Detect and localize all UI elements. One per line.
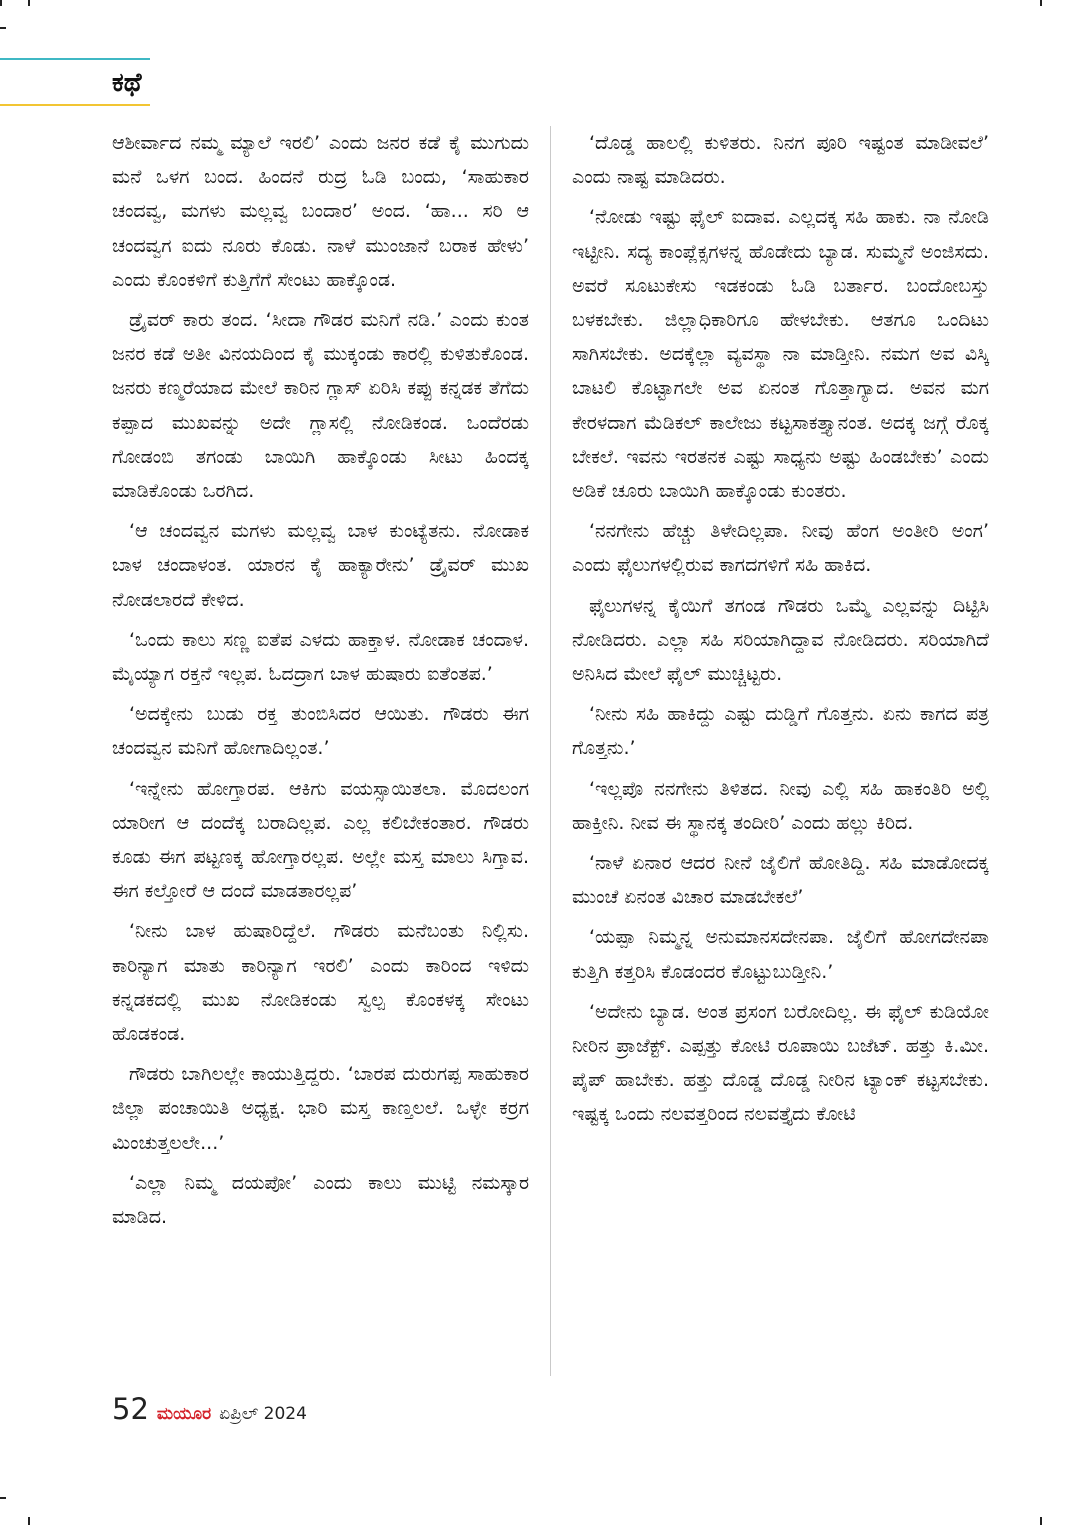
- paragraph: ‘ಇನ್ನೇನು ಹೋಗ್ತಾರಪ. ಆಕಿಗು ವಯಸ್ಸಾಯಿತಲಾ. ಮೊದಲಂಗ ಯಾರೀಗ ಆ ದಂದೆಕ್ಕ ಬರಾದಿಲ್ಲಪ. ಎಲ್ಲ ಕಲಿಬೇಕಂತಾರ. ಗೌಡರು ಕೂಡು ಈಗ ಪಟ್ಟಣಕ್ಕ ಹೋಗ್ತಾರಲ್ಲಪ. ಅಲ್ಲೇ ಮಸ್ತ ಮಾಲು ಸಿಗ್ತಾವ. ಈಗ ಕಲ್ತೋರೆ ಆ ದಂದೆ ಮಾಡತಾರಲ್ಲಪ’: [112, 777, 529, 903]
- crop-mark: [0, 0, 2, 6]
- paragraph: ‘ನೀನು ಸಹಿ ಹಾಕಿದ್ದು ಎಷ್ಟು ದುಡ್ಡಿಗೆ ಗೊತ್ತನು. ಏನು ಕಾಗದ ಪತ್ರ ಗೊತ್ತನು.’: [572, 703, 989, 760]
- section-rule-bottom: [0, 104, 150, 106]
- crop-mark: [1040, 1517, 1042, 1525]
- crop-mark: [0, 1497, 6, 1499]
- left-column: [112, 126, 529, 1240]
- issue-date: ಏಪ್ರಿಲ್ 2024: [219, 1404, 307, 1424]
- paragraph: ‘ಇಲ್ಲಪೊ ನನಗೇನು ತಿಳಿತದ. ನೀವು ಎಲ್ಲಿ ಸಹಿ ಹಾಕಂತಿರಿ ಅಲ್ಲಿ ಹಾಕ್ತೀನಿ. ನೀವ ಈ ಸ್ಥಾನಕ್ಕ ತಂದೀರಿ’ ಎಂದು ಹಲ್ಲು ಕಿರಿದ.: [572, 777, 989, 834]
- crop-mark: [28, 1517, 30, 1525]
- page-number: 52: [112, 1392, 149, 1426]
- paragraph: ಗೌಡರು ಬಾಗಿಲಲ್ಲೇ ಕಾಯುತ್ತಿದ್ದರು. ‘ಬಾರಪ ದುರುಗಪ್ಪ ಸಾಹುಕಾರ ಜಿಲ್ಲಾ ಪಂಚಾಯಿತಿ ಅಧ್ಯಕ್ಷ. ಭಾರಿ ಮಸ್ತ ಕಾಣ್ತಲಲೆ. ಒಳ್ಳೇ ಕರ್ರಗ ಮಿಂಚುತ್ತಲಲೇ...’: [112, 1063, 529, 1154]
- section-rule-top: [0, 58, 150, 60]
- crop-mark: [28, 0, 30, 6]
- paragraph: ‘ಎಲ್ಲಾ ನಿಮ್ಮ ದಯಪೋ’ ಎಂದು ಕಾಲು ಮುಟ್ಟಿ ನಮಸ್ಕಾರ ಮಾಡಿದ.: [112, 1171, 529, 1229]
- page-footer: [112, 1392, 307, 1426]
- crop-mark: [0, 27, 6, 29]
- paragraph: ‘ನನಗೇನು ಹೆಚ್ಚು ತಿಳೇದಿಲ್ಲಪಾ. ನೀವು ಹೆಂಗ ಅಂತೀರಿ ಅಂಗ’ ಎಂದು ಫೈಲುಗಳಲ್ಲಿರುವ ಕಾಗದಗಳಿಗೆ ಸಹಿ ಹಾಕಿದ.: [572, 520, 989, 577]
- paragraph: ‘ಯಪ್ಪಾ ನಿಮ್ಮನ್ನ ಅನುಮಾನಸದೇನಪಾ. ಜೈಲಿಗೆ ಹೋಗದೇನಪಾ ಕುತ್ತಿಗಿ ಕತ್ತರಿಸಿ ಕೊಡಂದರ ಕೊಟ್ಟುಬುಡ್ತೀನಿ.’: [572, 926, 989, 983]
- paragraph: ‘ನೋಡು ಇಷ್ಟು ಫೈಲ್ ಐದಾವ. ಎಲ್ಲದಕ್ಕ ಸಹಿ ಹಾಕು. ನಾ ನೋಡಿ ಇಟ್ಟೀನಿ. ಸದ್ಯ ಕಾಂಪ್ಲೆಕ್ಸಗಳನ್ನ ಹೊಡೇದು ಬ್ಯಾಡ. ಸುಮ್ಮನೆ ಅಂಜಿಸದು. ಅವರೆ ಸೂಟುಕೇಸು ಇಡಕಂಡು ಓಡಿ ಬರ್ತಾರ. ಬಂದೋಬಸ್ತು ಬಳಕಬೇಕು. ಜಿಲ್ಲಾಧಿಕಾರಿಗೂ ಹೇಳಬೇಕು. ಆತಗೂ ಒಂದಿಟು ಸಾಗಿಸಬೇಕು. ಅದಕ್ಕೆಲ್ಲಾ ವ್ಯವಸ್ಥಾ ನಾ ಮಾಡ್ತೀನಿ. ನಮಗ ಅವ ವಿಸ್ಕಿ ಬಾಟಲಿ ಕೊಟ್ಟಾಗಲೇ ಅವ ಏನಂತ ಗೊತ್ತಾಗ್ಯಾದ. ಅವನ ಮಗ ಕೇರಳದಾಗ ಮೆಡಿಕಲ್ ಕಾಲೇಜು ಕಟ್ಟಸಾಕತ್ತ್ಯಾನಂತ. ಅದಕ್ಕ ಜಗ್ಗೆ ರೊಕ್ಕ ಬೇಕಲೆ. ಇವನು ಇರತನಕ ಎಷ್ಟು ಸಾಧ್ಯನು ಅಷ್ಟು ಹಿಂಡಬೇಕು’ ಎಂದು ಅಡಿಕೆ ಚೂರು ಬಾಯಿಗಿ ಹಾಕ್ಕೊಂಡು ಕುಂತರು.: [572, 206, 989, 503]
- paragraph: ಫೈಲುಗಳನ್ನ ಕೈಯಿಗೆ ತಗಂಡ ಗೌಡರು ಒಮ್ಮೆ ಎಲ್ಲವನ್ನು ದಿಟ್ಟಿಸಿ ನೋಡಿದರು. ಎಲ್ಲಾ ಸಹಿ ಸರಿಯಾಗಿದ್ದಾವ ನೋಡಿದರು. ಸರಿಯಾಗಿದೆ ಅನಿಸಿದ ಮೇಲೆ ಫೈಲ್ ಮುಚ್ಚಿಟ್ಟರು.: [572, 594, 989, 686]
- right-column: [572, 126, 989, 1138]
- crop-mark: [1040, 0, 1042, 6]
- paragraph: ‘ದೊಡ್ಡ ಹಾಲಲ್ಲಿ ಕುಳಿತರು. ನಿನಗ ಪೂರಿ ಇಷ್ಟಂತ ಮಾಡೀವಲೆ’ ಎಂದು ನಾಷ್ಟ ಮಾಡಿದರು.: [572, 132, 989, 189]
- paragraph: ಡ್ರೈವರ್ ಕಾರು ತಂದ. ‘ಸೀದಾ ಗೌಡರ ಮನಿಗೆ ನಡಿ.’ ಎಂದು ಕುಂತ ಜನರ ಕಡೆ ಅತೀ ವಿನಯದಿಂದ ಕೈ ಮುಕ್ಕಂಡು ಕಾರಲ್ಲಿ ಕುಳಿತುಕೊಂಡ. ಜನರು ಕಣ್ಮರೆಯಾದ ಮೇಲೆ ಕಾರಿನ ಗ್ಲಾಸ್ ಏರಿಸಿ ಕಪ್ಪು ಕನ್ನಡಕ ತೆಗೆದು ಕಪ್ಪಾದ ಮುಖವನ್ನು ಅದೇ ಗ್ಲಾಸಲ್ಲಿ ನೋಡಿಕಂಡ. ಒಂದೆರಡು ಗೋಡಂಬಿ ತಗಂಡು ಬಾಯಿಗಿ ಹಾಕ್ಕೊಂಡು ಸೀಟು ಹಿಂದಕ್ಕ ಮಾಡಿಕೊಂಡು ಒರಗಿದ.: [112, 309, 529, 503]
- section-title: ಕಥೆ: [112, 68, 142, 98]
- paragraph: ‘ನೀನು ಬಾಳ ಹುಷಾರಿದ್ದೆಲೆ. ಗೌಡರು ಮನೆಬಂತು ನಿಲ್ಲಿಸು. ಕಾರಿನ್ಯಾಗ ಮಾತು ಕಾರಿನ್ಯಾಗ ಇರಲಿ’ ಎಂದು ಕಾರಿಂದ ಇಳಿದು ಕನ್ನಡಕದಲ್ಲಿ ಮುಖ ನೋಡಿಕಂಡು ಸ್ವಲ್ಪ ಕೊಂಕಳಕ್ಕ ಸೇಂಟು ಹೊಡಕಂಡ.: [112, 920, 529, 1046]
- paragraph: ‘ಅದಕ್ಕೇನು ಬುಡು ರಕ್ತ ತುಂಬಿಸಿದರ ಆಯಿತು. ಗೌಡರು ಈಗ ಚಂದವ್ವನ ಮನಿಗೆ ಹೋಗಾದಿಲ್ಲಂತ.’: [112, 703, 529, 760]
- column-divider: [550, 126, 551, 1376]
- magazine-logo: ಮಯೂರ: [156, 1404, 212, 1424]
- paragraph: ‘ನಾಳೆ ಏನಾರ ಆದರ ನೀನೆ ಜೈಲಿಗೆ ಹೋತಿದ್ದಿ. ಸಹಿ ಮಾಡೋದಕ್ಕ ಮುಂಚೆ ಏನಂತ ವಿಚಾರ ಮಾಡಬೇಕಲೆ’: [572, 852, 989, 909]
- paragraph: ‘ಅದೇನು ಬ್ಯಾಡ. ಅಂತ ಪ್ರಸಂಗ ಬರೋದಿಲ್ಲ. ಈ ಫೈಲ್ ಕುಡಿಯೋ ನೀರಿನ ಪ್ರಾಜೆಕ್ಟ್. ಎಪ್ಪತ್ತು ಕೋಟಿ ರೂಪಾಯಿ ಬಜೆಟ್. ಹತ್ತು ಕಿ.ಮೀ. ಪೈಪ್ ಹಾಬೇಕು. ಹತ್ತು ದೊಡ್ಡ ದೊಡ್ಡ ನೀರಿನ ಟ್ಯಾಂಕ್ ಕಟ್ಟಸಬೇಕು. ಇಷ್ಟಕ್ಕ ಒಂದು ನಲವತ್ತರಿಂದ ನಲವತ್ತೈದು ಕೋಟಿ: [572, 1000, 989, 1126]
- paragraph: ‘ಆ ಚಂದವ್ವನ ಮಗಳು ಮಲ್ಲವ್ವ ಬಾಳ ಕುಂಟ್ಯೆತನು. ನೋಡಾಕ ಬಾಳ ಚಂದಾಳಂತ. ಯಾರನ ಕೈ ಹಾಕ್ಯಾರೇನು’ ಡ್ರೈವರ್ ಮುಖ ನೋಡಲಾರದೆ ಕೇಳಿದ.: [112, 520, 529, 611]
- paragraph: ಆಶೀರ್ವಾದ ನಮ್ಮ ಮ್ಯಾಲೆ ಇರಲಿ’ ಎಂದು ಜನರ ಕಡೆ ಕೈ ಮುಗುದು ಮನೆ ಒಳಗ ಬಂದ. ಹಿಂದನೆ ರುದ್ರ ಓಡಿ ಬಂದು, ‘ಸಾಹುಕಾರ ಚಂದವ್ವ, ಮಗಳು ಮಲ್ಲವ್ವ ಬಂದಾರ’ ಅಂದ. ‘ಹಾ... ಸರಿ ಆ ಚಂದವ್ವಗ ಐದು ನೂರು ಕೊಡು. ನಾಳೆ ಮುಂಜಾನೆ ಬರಾಕ ಹೇಳು’ ಎಂದು ಕೊಂಕಳಿಗೆ ಕುತ್ತಿಗೆಗೆ ಸೇಂಟು ಹಾಕ್ಕೊಂಡ.: [112, 132, 529, 291]
- paragraph: ‘ಒಂದು ಕಾಲು ಸಣ್ಣ ಐತೆಪ ಎಳದು ಹಾಕ್ತಾಳ. ನೋಡಾಕ ಚಂದಾಳ. ಮೈಯ್ಯಾಗ ರಕ್ತನೆ ಇಲ್ಲಪ. ಓದದ್ರಾಗ ಬಾಳ ಹುಷಾರು ಐತೆಂತಪ.’: [112, 628, 529, 686]
